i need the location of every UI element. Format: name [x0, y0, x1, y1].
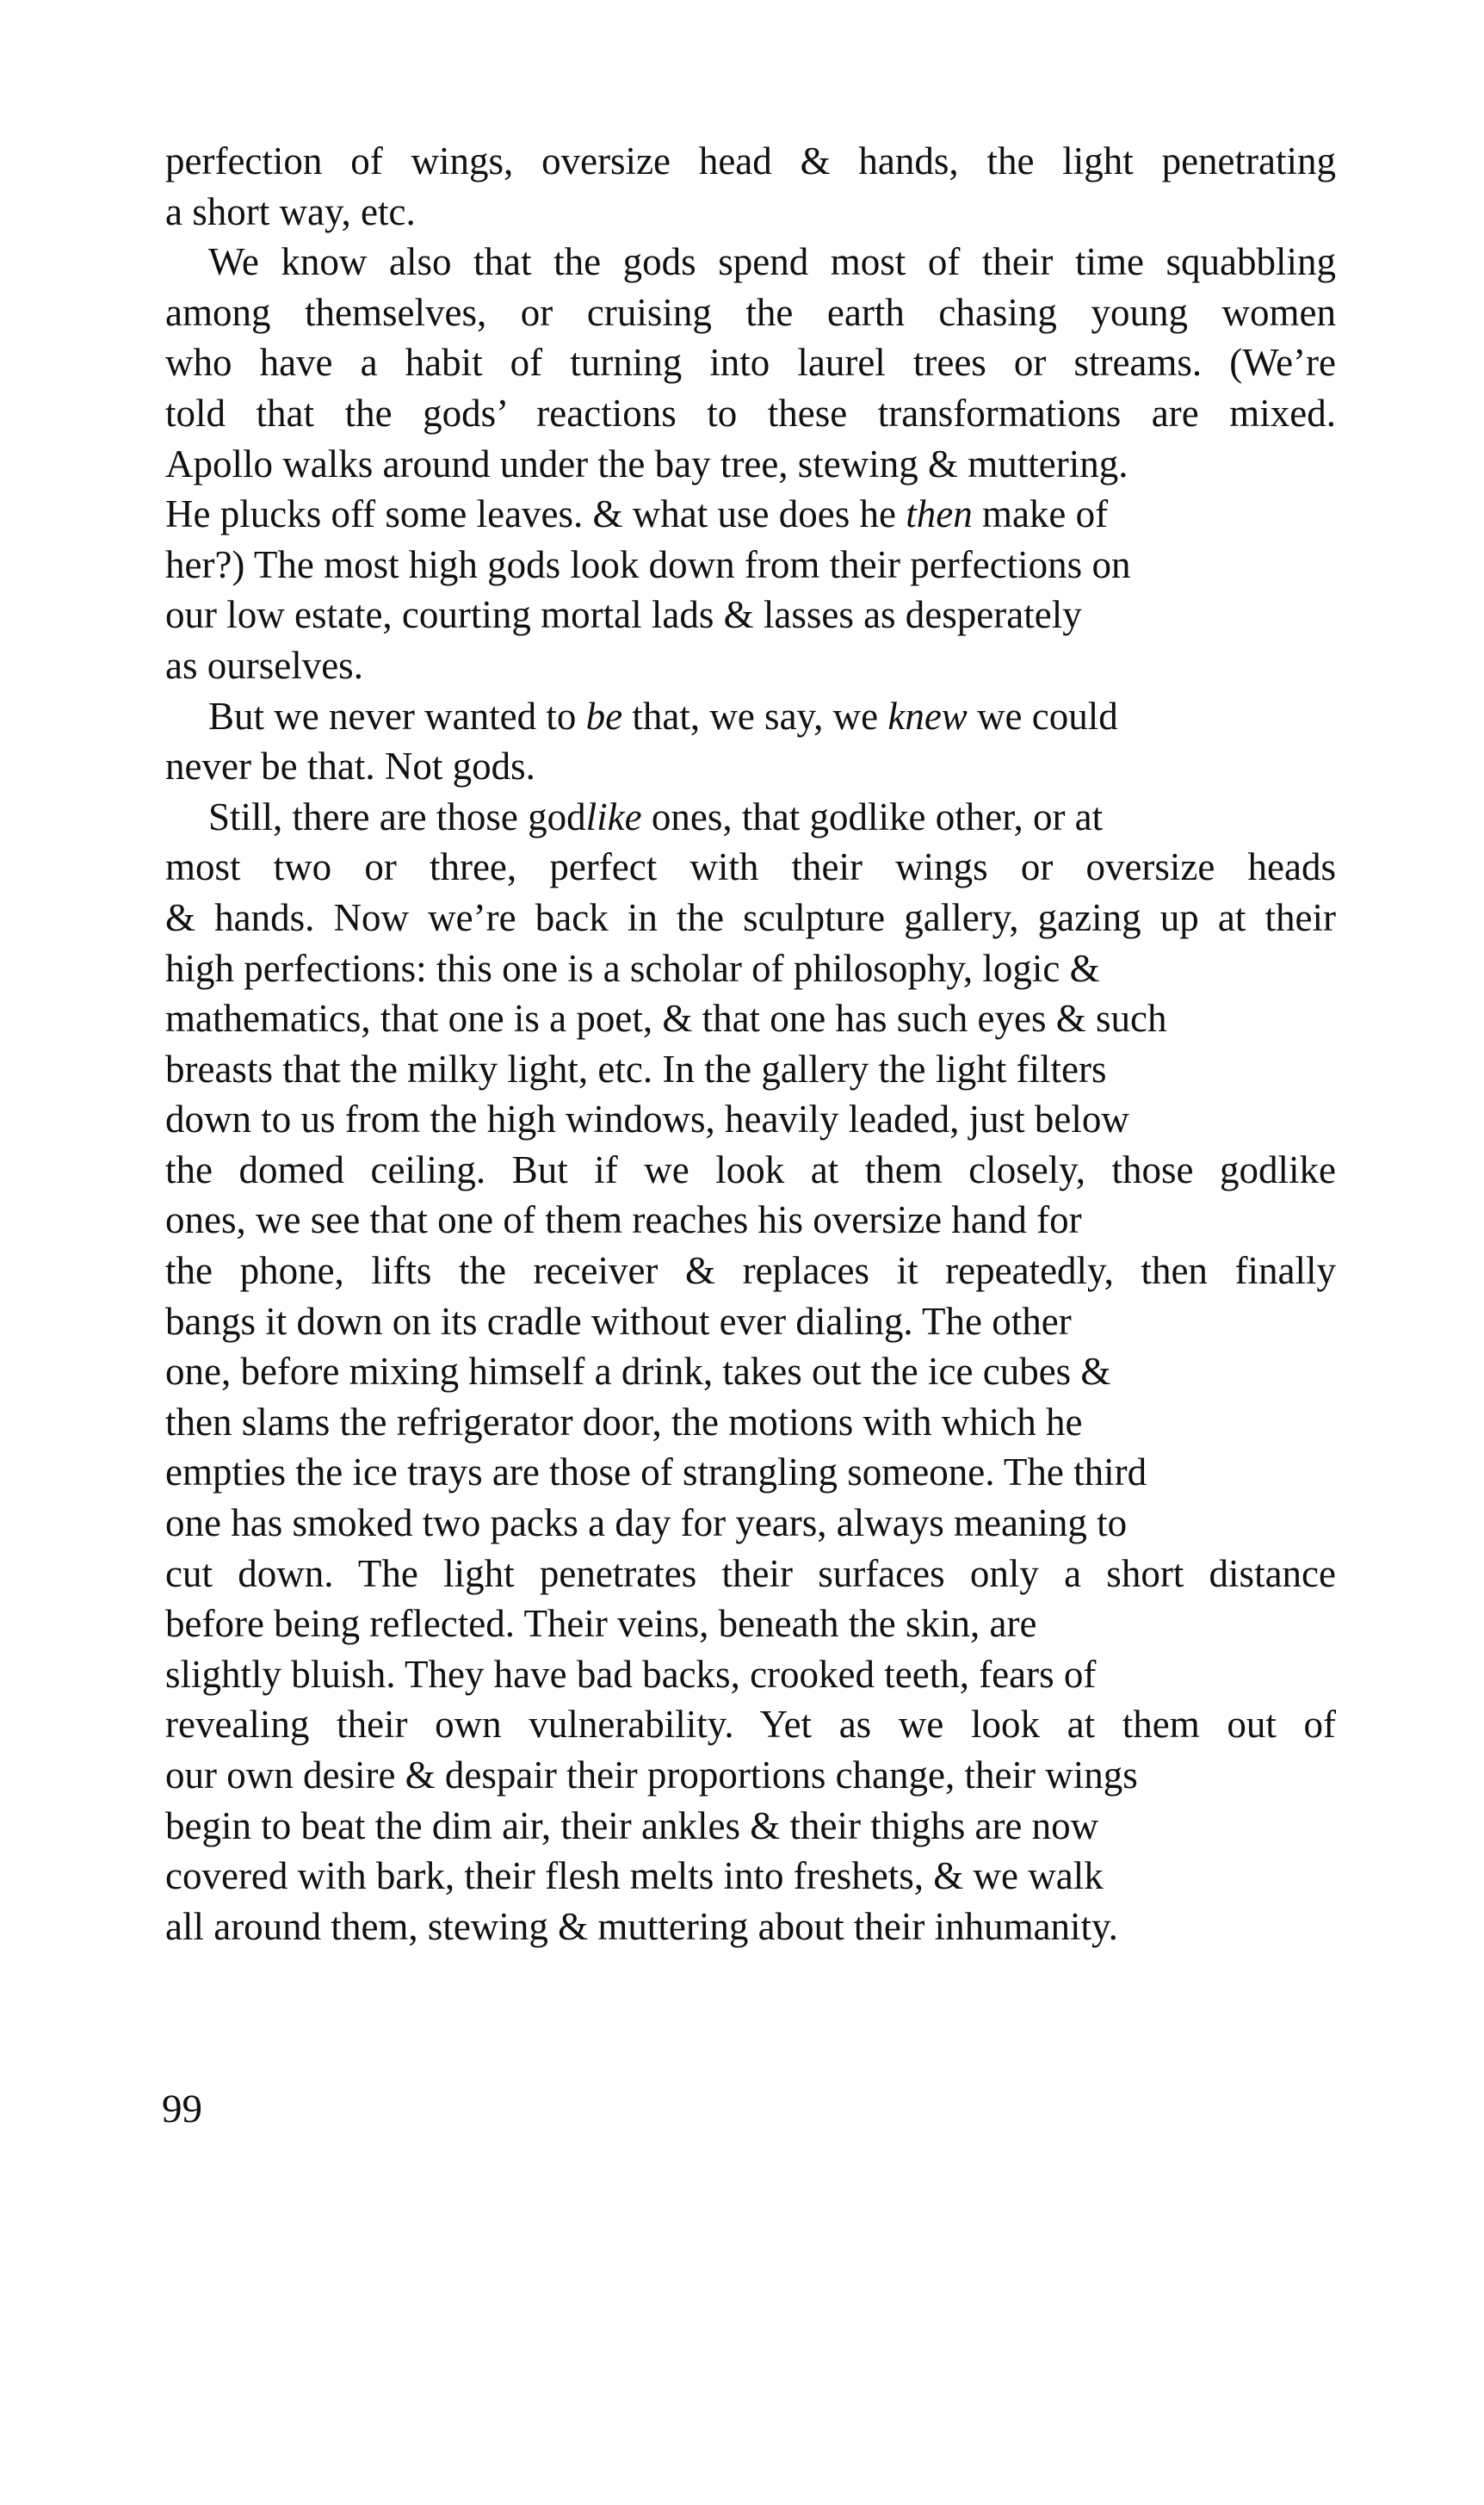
text-line: cut down. The light penetrates their surfaces only a short distance: [165, 1551, 1336, 1595]
paragraph-start-line: Still, there are those godlike ones, that godlike other, or at: [208, 795, 1104, 838]
text-line: perfection of wings, oversize head & hands, the light penetrating: [165, 139, 1336, 182]
page-number: 99: [162, 2087, 202, 2131]
paragraph-start-line: But we never wanted to be that, we say, we knew we could: [208, 694, 1118, 738]
text-line: the domed ceiling. But if we look at them closely, those godlike: [165, 1147, 1336, 1191]
text-line: mathematics, that one is a poet, & that one has such eyes & such: [165, 997, 1167, 1041]
text-line: ones, we see that one of them reaches his oversize hand for: [165, 1198, 1082, 1242]
text-line: told that the gods’ reactions to these transformations are mixed.: [165, 391, 1336, 435]
text-line: never be that. Not gods.: [165, 745, 535, 789]
emphasis-be: be: [585, 694, 623, 738]
text-line: empties the ice trays are those of strangling someone. The third: [165, 1450, 1147, 1494]
text-line: most two or three, perfect with their wings or oversize heads: [165, 845, 1336, 889]
text-line: one has smoked two packs a day for years, always meaning to: [165, 1501, 1128, 1545]
text-line: & hands. Now we’re back in the sculpture gallery, gazing up at their: [165, 895, 1336, 939]
text-line: among themselves, or cruising the earth chasing young women: [165, 290, 1336, 334]
emphasis-then: then: [906, 492, 973, 536]
text-line: then slams the refrigerator door, the motions with which he: [165, 1400, 1083, 1444]
text-line: the phone, lifts the receiver & replaces it repeatedly, then finally: [165, 1249, 1336, 1293]
text-line: one, before mixing himself a drink, takes out the ice cubes &: [165, 1350, 1111, 1394]
text-line: begin to beat the dim air, their ankles & their thighs are now: [165, 1803, 1099, 1847]
text-line: our own desire & despair their proportions change, their wings: [165, 1754, 1138, 1797]
paragraph-start-line: We know also that the gods spend most of their time squabbling: [208, 240, 1336, 284]
text-line: Apollo walks around under the bay tree, stewing & muttering.: [165, 442, 1128, 486]
text-line: breasts that the milky light, etc. In the gallery the light filters: [165, 1047, 1107, 1091]
text-line: revealing their own vulnerability. Yet as we look at them out of: [165, 1703, 1336, 1747]
text-line: He plucks off some leaves. & what use does he then make of: [165, 492, 1109, 536]
text-line: high perfections: this one is a scholar of philosophy, logic &: [165, 946, 1100, 990]
body-text: [165, 136, 1336, 1951]
text-line: all around them, stewing & muttering about their inhumanity.: [165, 1904, 1118, 1948]
text-line: her?) The most high gods look down from their perfections on: [165, 542, 1131, 586]
text-line: our low estate, courting mortal lads & lasses as desperately: [165, 593, 1082, 637]
text-line: down to us from the high windows, heavily leaded, just below: [165, 1098, 1129, 1141]
text-line: bangs it down on its cradle without ever dialing. The other: [165, 1299, 1072, 1343]
text-line: a short way, etc.: [165, 189, 416, 233]
emphasis-like: like: [585, 795, 642, 838]
emphasis-knew: knew: [887, 694, 968, 738]
text-line: before being reflected. Their veins, beneath the skin, are: [165, 1602, 1037, 1646]
text-line: slightly bluish. They have bad backs, crooked teeth, fears of: [165, 1652, 1097, 1696]
text-line: covered with bark, their flesh melts into freshets, & we walk: [165, 1854, 1104, 1898]
text-line: who have a habit of turning into laurel trees or streams. (We’re: [165, 341, 1336, 385]
text-line: as ourselves.: [165, 643, 363, 687]
